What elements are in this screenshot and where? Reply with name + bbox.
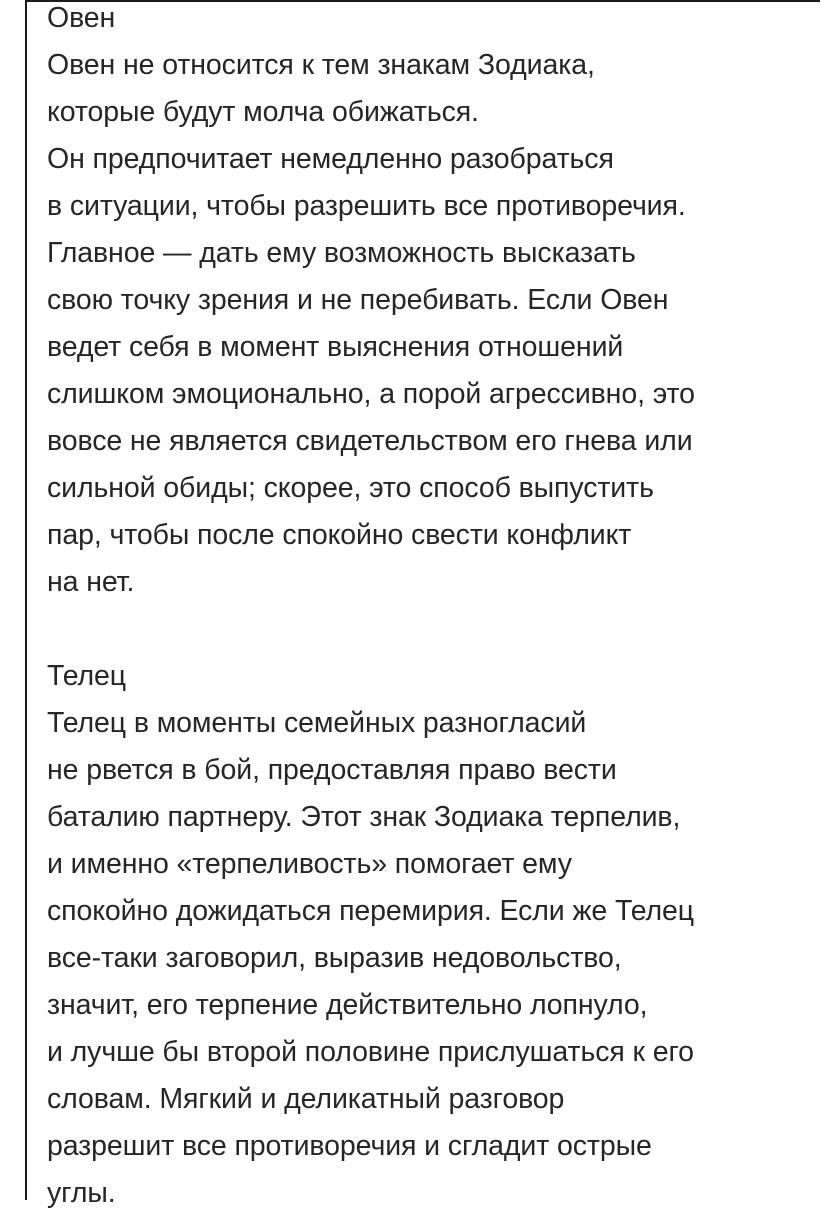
- paragraph-line: баталию партнеру. Этот знак Зодиака терпелив,: [47, 801, 681, 833]
- paragraph-line: углы.: [47, 1177, 116, 1209]
- section-aries: [47, 0, 812, 606]
- section-heading: Овен: [47, 2, 116, 34]
- paragraph-line: не рвется в бой, предоставляя право вести: [47, 754, 617, 786]
- paragraph-line: значит, его терпение действительно лопнуло,: [47, 989, 648, 1021]
- paragraph-line: Главное — дать ему возможность высказать: [47, 237, 636, 269]
- paragraph-line: свою точку зрения и не перебивать. Если Овен: [47, 284, 669, 316]
- article-body: [47, 0, 812, 1217]
- paragraph-line: ведет себя в момент выяснения отношений: [47, 331, 624, 363]
- paragraph-line: которые будут молча обижаться.: [47, 96, 479, 128]
- paragraph-line: и именно «терпеливость» помогает ему: [47, 848, 572, 880]
- paragraph-line: и лучше бы второй половине прислушаться к его: [47, 1036, 694, 1068]
- paragraph-line: Телец в моменты семейных разногласий: [47, 707, 587, 739]
- paragraph-line: разрешит все противоречия и сгладит острые: [47, 1130, 652, 1162]
- paragraph-line: все-таки заговорил, выразив недовольство,: [47, 942, 622, 974]
- paragraph-line: Он предпочитает немедленно разобраться: [47, 143, 614, 175]
- paragraph-line: в ситуации, чтобы разрешить все противоречия.: [47, 190, 686, 222]
- section-heading: Телец: [47, 660, 127, 692]
- section-taurus: [47, 653, 812, 1217]
- paragraph-line: сильной обиды; скорее, это способ выпустить: [47, 472, 654, 504]
- paragraph-line: Овен не относится к тем знакам Зодиака,: [47, 49, 595, 81]
- paragraph-line: спокойно дожидаться перемирия. Если же Телец: [47, 895, 694, 927]
- paragraph-line: вовсе не является свидетельством его гнева или: [47, 425, 693, 457]
- paragraph-line: слишком эмоционально, а порой агрессивно, это: [47, 378, 695, 410]
- paragraph-line: на нет.: [47, 566, 135, 598]
- paragraph-line: пар, чтобы после спокойно свести конфликт: [47, 519, 632, 551]
- paragraph-line: словам. Мягкий и деликатный разговор: [47, 1083, 565, 1115]
